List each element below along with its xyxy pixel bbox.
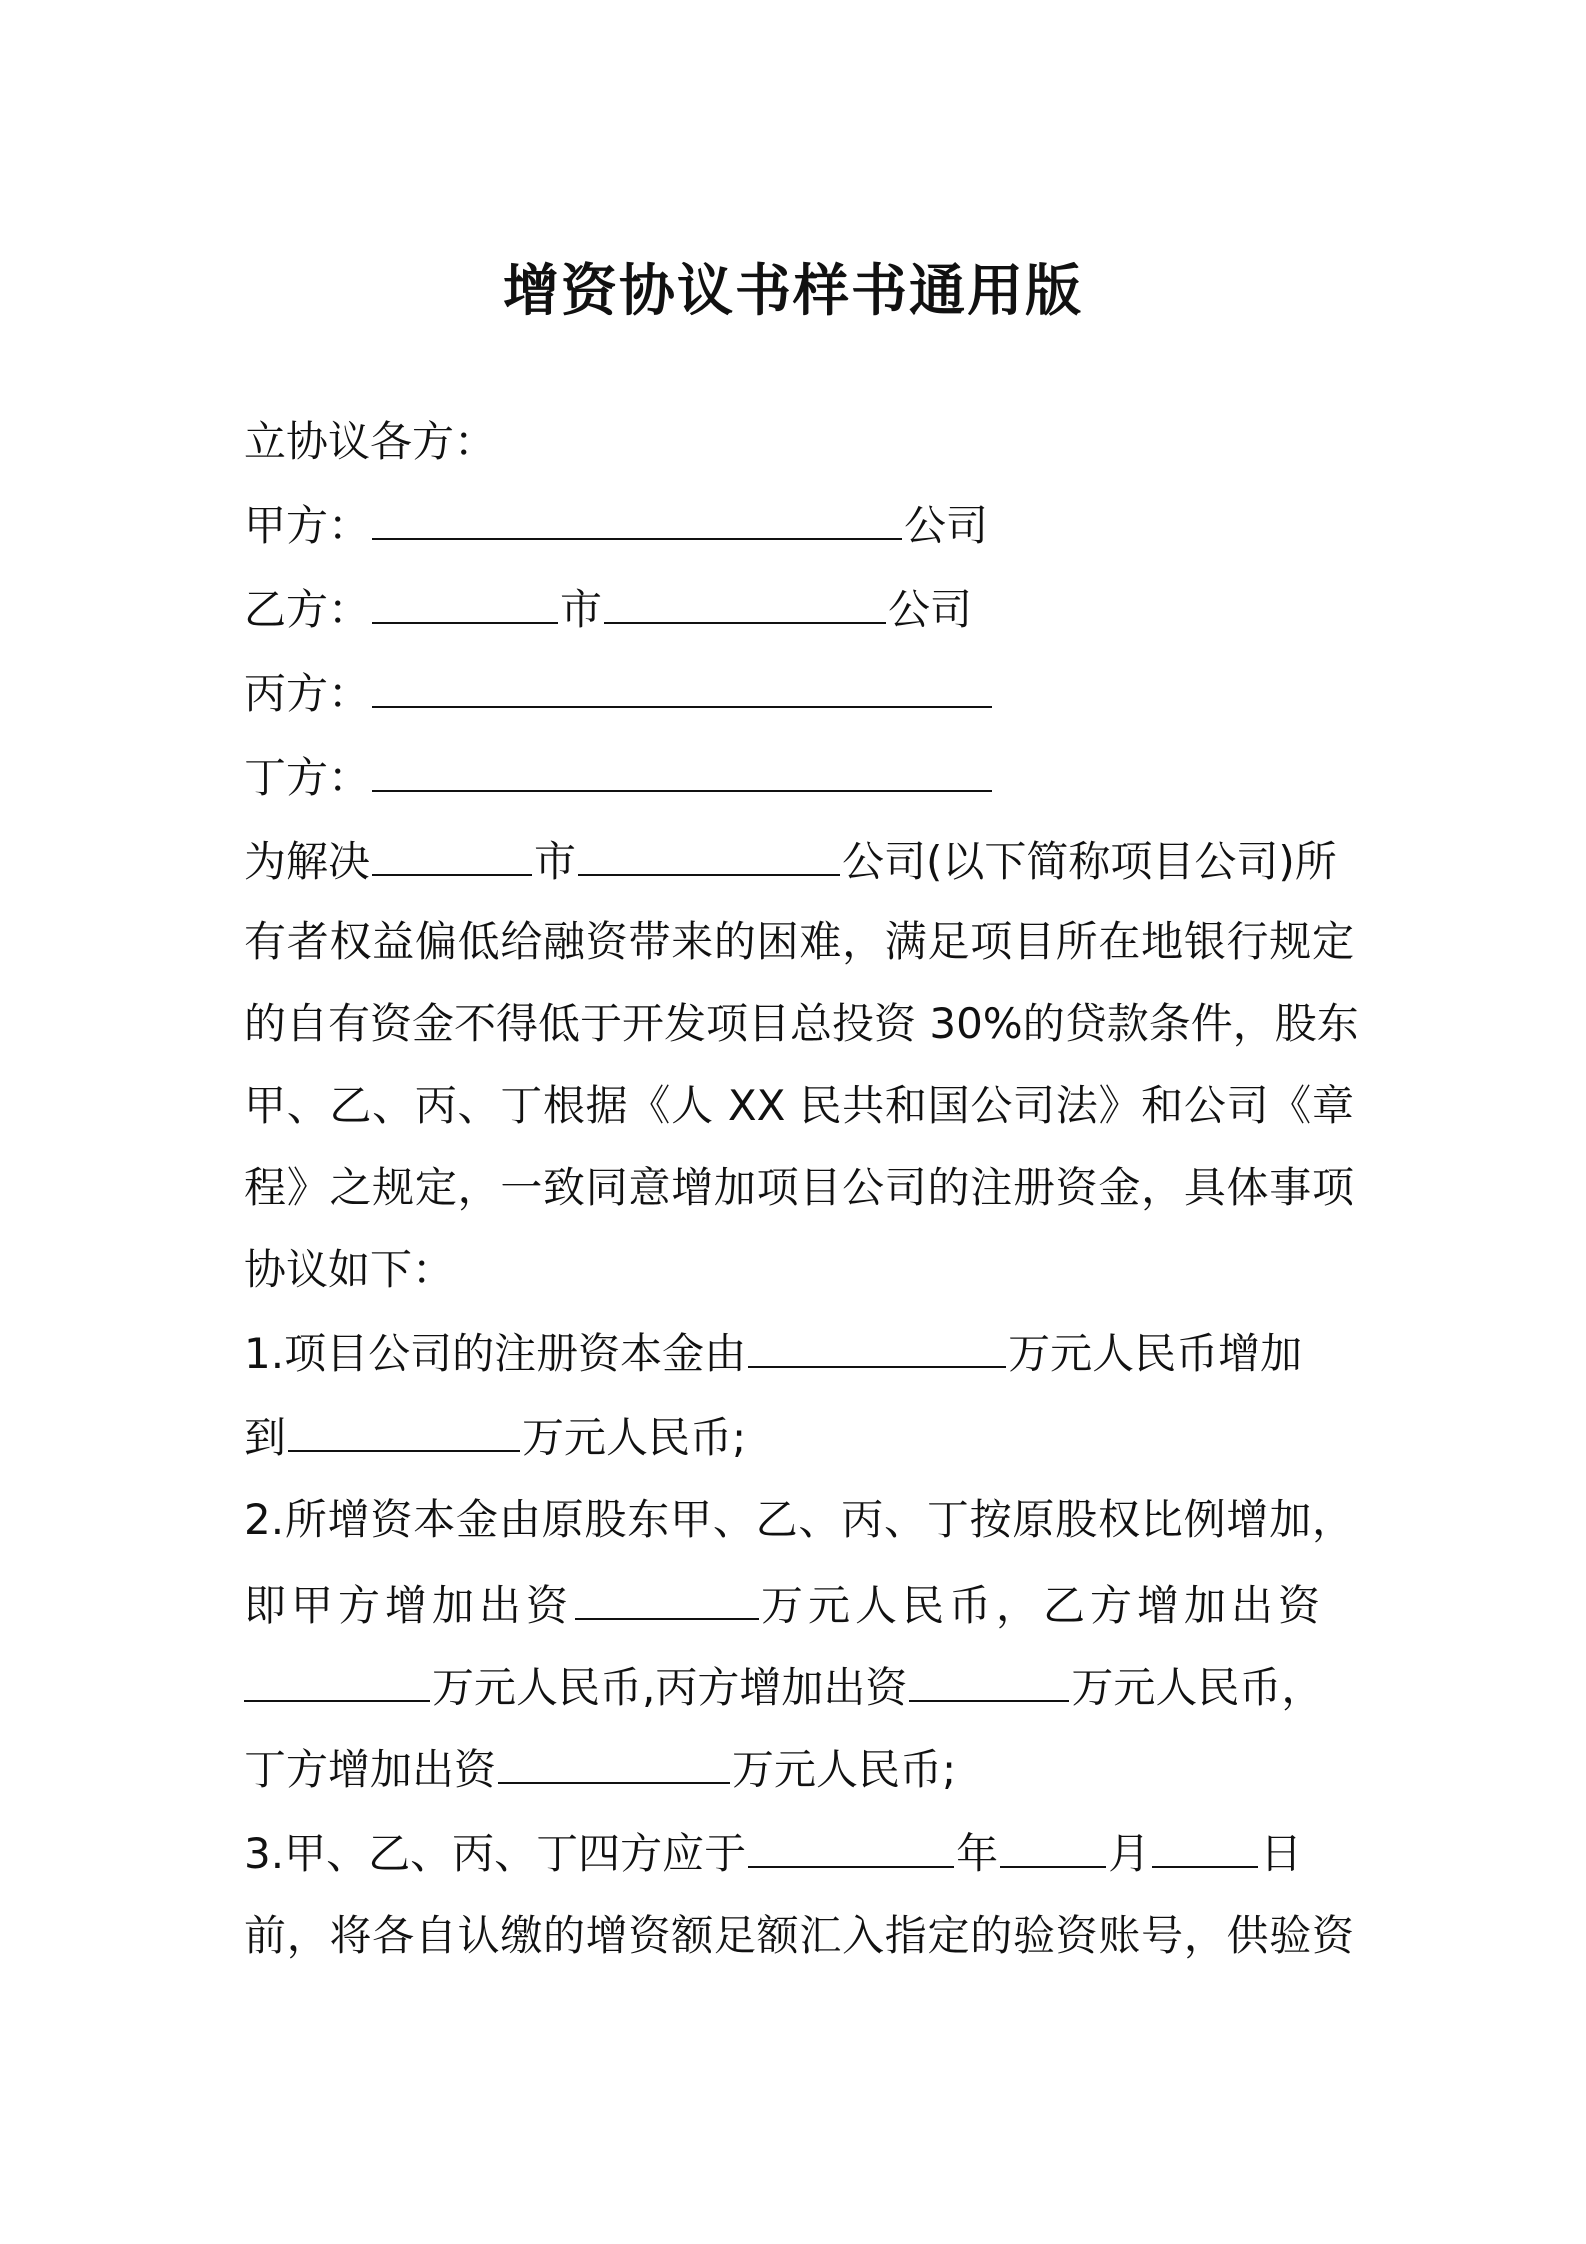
clause-text: 万元人民币; (522, 1413, 747, 1462)
clause-text: 日 (1260, 1829, 1303, 1878)
clause-2-line-3 (244, 1656, 1354, 1716)
preamble-city-blank (372, 830, 532, 876)
clause-1-new-capital-blank (288, 1406, 520, 1452)
clause-text: 万元人民币; (732, 1745, 957, 1794)
preamble-text: 为解决 (244, 837, 371, 886)
preamble-company-blank (578, 830, 840, 876)
clause-1-original-capital-blank (748, 1322, 1006, 1368)
party-a-contribution-blank (575, 1574, 759, 1620)
clause-text: 丁方增加出资 (244, 1745, 497, 1794)
party-b-mid: 市 (560, 585, 603, 634)
clause-text: 万元人民币， (1071, 1663, 1324, 1712)
clause-1-line-2 (244, 1406, 1354, 1466)
preamble-line-1 (244, 830, 1354, 890)
party-b-label: 乙方： (244, 585, 371, 634)
party-c-label: 丙方： (244, 669, 371, 718)
deadline-month-blank (1000, 1822, 1106, 1868)
party-a-line (244, 494, 1354, 554)
clause-text: 月 (1108, 1829, 1151, 1878)
party-c-contribution-blank (909, 1656, 1069, 1702)
clause-text: 万元人民币，乙方增加出资 (761, 1581, 1326, 1630)
party-d-blank (372, 746, 992, 792)
deadline-year-blank (748, 1822, 954, 1868)
document-title: 增资协议书样书通用版 (503, 259, 1083, 324)
clause-text: 即甲方增加出资 (244, 1581, 574, 1630)
preamble-line-6: 协议如下： (244, 1245, 455, 1294)
party-b-city-blank (372, 578, 558, 624)
party-b-contribution-blank (244, 1656, 430, 1702)
preamble-line-3: 的自有资金不得低于开发项目总投资 30%的贷款条件，股东 (244, 999, 1359, 1048)
party-b-line (244, 578, 1354, 638)
clause-text: 年 (956, 1829, 999, 1878)
preamble-line-4: 甲、乙、丙、丁根据《人 XX 民共和国公司法》和公司《章 (244, 1081, 1354, 1130)
preamble-line-2: 有者权益偏低给融资带来的困难，满足项目所在地银行规定 (244, 917, 1354, 966)
party-d-contribution-blank (498, 1738, 730, 1784)
party-c-blank (372, 662, 992, 708)
preamble-line-5: 程》之规定，一致同意增加项目公司的注册资金，具体事项 (244, 1163, 1354, 1212)
clause-3-line-1 (244, 1822, 1354, 1882)
preamble-text: 公司(以下简称项目公司)所 (842, 837, 1337, 886)
clause-2-line-2 (244, 1574, 1354, 1634)
party-d-label: 丁方： (244, 753, 371, 802)
clause-3-line-2: 前，将各自认缴的增资额足额汇入指定的验资账号，供验资 (244, 1911, 1354, 1960)
clause-2-line-1: 2.所增资本金由原股东甲、乙、丙、丁按原股权比例增加， (244, 1495, 1354, 1544)
parties-heading: 立协议各方： (244, 417, 497, 466)
preamble-text: 市 (534, 837, 577, 886)
party-a-label: 甲方： (244, 501, 371, 550)
clause-text: 到 (244, 1413, 287, 1462)
party-d-line (244, 746, 1354, 806)
party-b-company-blank (604, 578, 886, 624)
clause-text: 1.项目公司的注册资本金由 (244, 1329, 747, 1378)
party-a-blank (372, 494, 902, 540)
clause-text: 万元人民币增加 (1008, 1329, 1303, 1378)
deadline-day-blank (1152, 1822, 1258, 1868)
clause-1-line-1 (244, 1322, 1354, 1382)
clause-text: 3.甲、乙、丙、丁四方应于 (244, 1829, 747, 1878)
party-b-suffix: 公司 (888, 585, 973, 634)
party-c-line (244, 662, 1354, 722)
clause-2-line-4 (244, 1738, 1354, 1798)
party-a-suffix: 公司 (904, 501, 989, 550)
clause-text: 万元人民币,丙方增加出资 (432, 1663, 908, 1712)
